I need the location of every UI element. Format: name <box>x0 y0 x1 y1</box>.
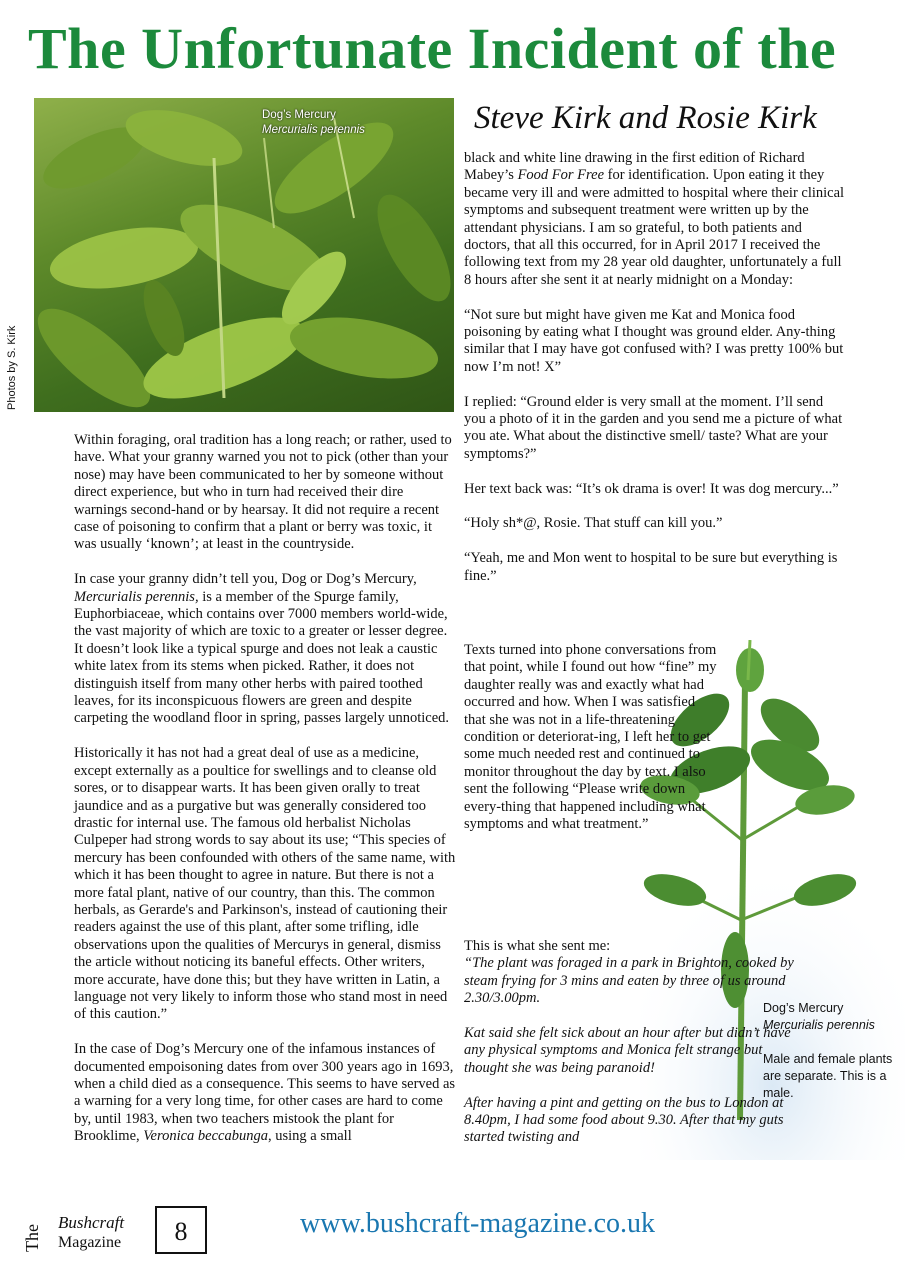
right-column-bottom <box>464 938 804 1164</box>
photo-credit: Photos by S. Kirk <box>6 325 18 410</box>
paragraph: Her text back was: “It’s ok drama is over! It was dog mercury...” <box>464 480 839 497</box>
paragraph: “Yeah, me and Mon went to hospital to be sure but everything is fine.” <box>464 550 838 584</box>
plant-caption-latin: Mercurialis perennis <box>763 1018 875 1032</box>
footer-bushcraft: Bushcraft <box>58 1213 125 1232</box>
page-number: 8 <box>155 1206 207 1254</box>
quote-paragraph: “The plant was foraged in a park in Brighton, cooked by steam frying for 3 mins and eaten by three of us around 2.30/3.00pm. <box>464 955 794 1007</box>
photo-caption-latin: Mercurialis perennis <box>262 124 365 136</box>
paragraph <box>74 571 458 728</box>
right-column-top <box>464 150 846 602</box>
text-run: , using a small <box>267 1128 352 1145</box>
footer-magazine: Magazine <box>58 1234 122 1251</box>
text-run: In case your granny didn’t tell you, Dog or Dog’s Mercury, <box>74 571 417 588</box>
text-run: black and white line drawing in the first edition of Richard Mabey’s <box>464 150 805 184</box>
left-column <box>74 432 458 1163</box>
paragraph: Within foraging, oral tradition has a long reach; or rather, used to have. What your granny warned you not to pick (other than your nose) may have been communicated to her by someone without direct experience, but who in turn had received their dire warnings second-hand or by hearsay. It did not require a recent case of poisoning to confirm that a plant or berry was toxic, it was usually ‘known’; at least in the countryside. <box>74 432 452 553</box>
paragraph: I replied: “Ground elder is very small at the moment. I’ll send you a photo of it in the garden and you send me a picture of what you ate. What about the distinctive smell/ taste? What are your symptoms?” <box>464 393 843 462</box>
paragraph: “Not sure but might have given me Kat and Monica food poisoning by eating what I thought was ground elder. Any-thing similar that I may have got confused with? I was pretty 100% but now I’m not! X” <box>464 306 844 375</box>
paragraph <box>74 1041 458 1145</box>
quote-paragraph: After having a pint and getting on the bus to London at 8.40pm, I had some food about 9.30. After that my guts started twisting and <box>464 1094 784 1146</box>
right-column-wrap <box>464 642 719 851</box>
footer-the: The <box>22 1224 42 1252</box>
paragraph: “Holy sh*@, Rosie. That stuff can kill you.” <box>464 515 723 532</box>
plant-caption-common: Dog’s Mercury <box>763 1001 844 1015</box>
dogs-mercury-photo <box>34 98 454 412</box>
latin-name: Mercurialis perennis, <box>74 588 199 605</box>
latin-name: Veronica beccabunga <box>143 1128 268 1145</box>
paragraph: Historically it has not had a great deal of use as a medicine, except externally as a poultice for swellings and to cleanse old sores, or to disappear warts. It has been given orally to treat jaundice and as a purgative but was generally considered too drastic for internal use. The famous old herbalist Nicholas Culpeper had strong words to say about its use; “This species of mercury has been confounded with others of the same name, with which it has been thought to agree in nature. But there is not a more fatal plant, native of our country, than this. The common herbals, as Gerarde's and Parkinson's, instead of cautioning their readers against the use of this plant, after some trifling, idle observations upon the qualities of Mercurys in general, dismiss the article without noticing its baneful effects. Other writers, more accurate, have done this; but they have written in Latin, a language not very likely to inform those who stand most in need of this caution.” <box>74 745 456 1023</box>
paragraph: This is what she sent me: <box>464 938 611 954</box>
website-link[interactable]: www.bushcraft-magazine.co.uk <box>300 1208 656 1239</box>
page-headline: The Unfortunate Incident of the <box>28 16 837 81</box>
paragraph: Texts turned into phone conversations from that point, while I found out how “fine” my daughter really was and exactly what had occurred and how. When I was satisfied that she was not in a life-threatening condition or deteriorat-ing, I left her to get some much needed rest and continued to monitor throughout the day by text. I also sent the following “Please write down every-thing that happened including what symptoms and what treatment.” <box>464 642 717 833</box>
leaf-illustration <box>34 98 454 412</box>
text-run: In the case of Dog’s Mercury one of the infamous instances of documented empoisoning dates from over 300 years ago in 1693, when a child died as a consequence. This seems to have served as a warning for a very long time, for other cases are hard to come by, until 1983, when two teachers mistook the plant for Brooklime, <box>74 1041 456 1145</box>
photo-caption <box>262 108 365 138</box>
article-authors: Steve Kirk and Rosie Kirk <box>474 100 817 136</box>
text-run: is a member of the Spurge family, Euphorbiaceae, which contains over 7000 members world-wide, the vast majority of which are toxic to a greater or lesser degree. It doesn’t look like a typical spurge and does not leak a caustic white latex from its stems when picked. Rather, it does not distinguish itself from many other herbs with paired toothed leaves, for its inconspicuous flowers are green and despite carpeting the woodland floor in spring, passes largely unnoticed. <box>74 588 450 727</box>
book-title: Food For Free <box>517 167 605 184</box>
photo-caption-common: Dog’s Mercury <box>262 109 336 121</box>
text-run: for identification. Upon eating it they became very ill and were admitted to hospital where their clinical symptoms and subsequent treatment were written up by the attendant physicians. I am so grateful, to both patients and doctors, that all this occurred, for in April 2017 I received the following text from my 28 year old daughter, unfortunately a full 8 hours after she sent it at nearly midnight on a Monday: <box>464 167 845 288</box>
quote-paragraph: Kat said she felt sick about an hour after but didn’t have any physical symptoms and Monica felt strange but thought she was being paranoid! <box>464 1025 791 1076</box>
paragraph <box>464 150 846 289</box>
plant-caption <box>763 1000 903 1102</box>
plant-caption-note: Male and female plants are separate. This is a male. <box>763 1052 893 1100</box>
